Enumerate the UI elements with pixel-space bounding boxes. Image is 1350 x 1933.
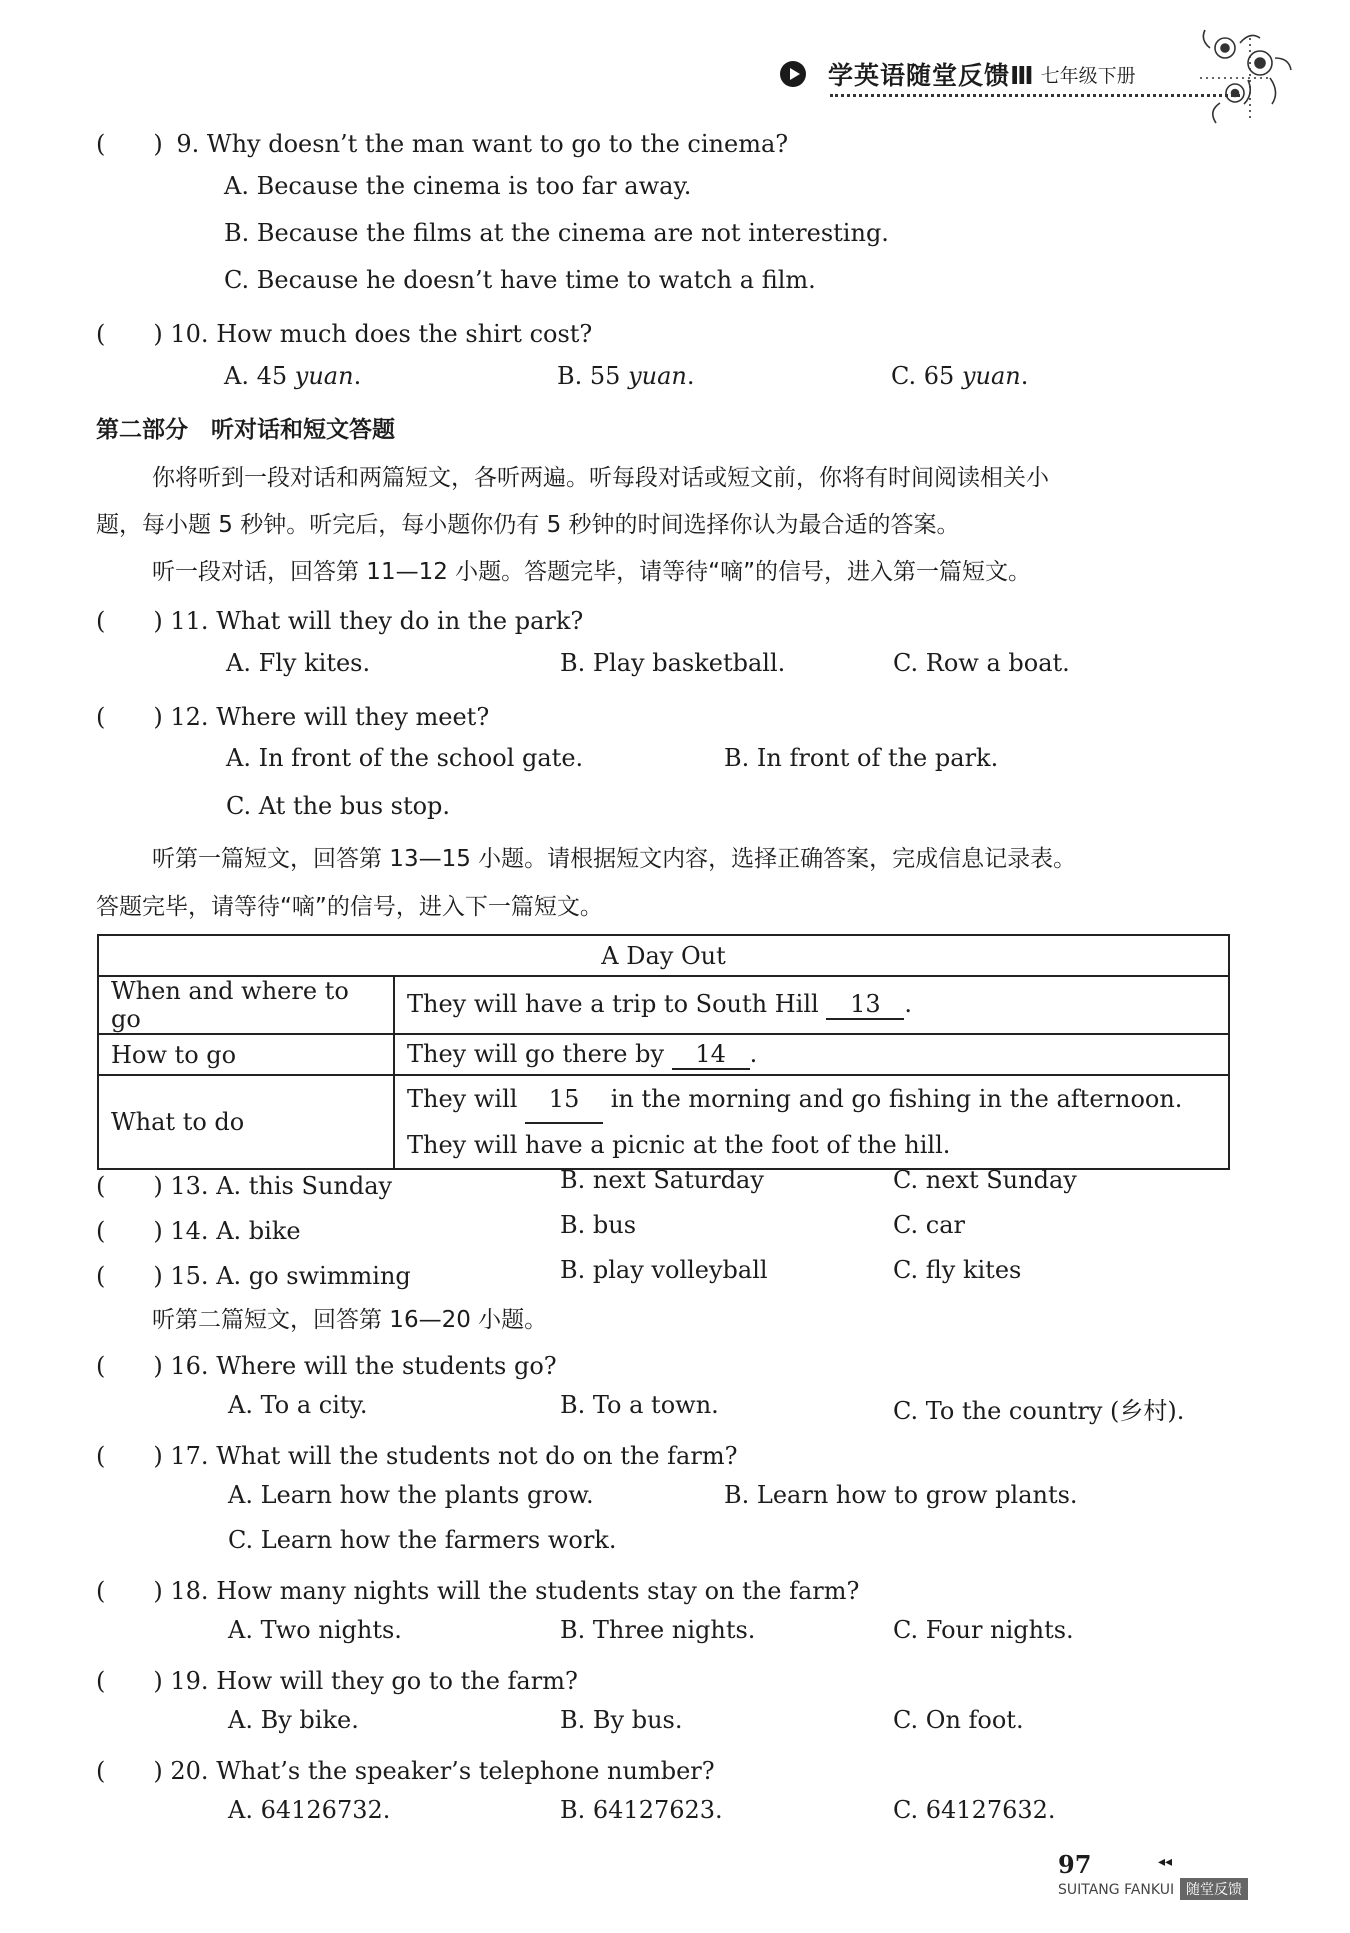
passage2-instruction: 听第二篇短文，回答第 16—20 小题。: [152, 1307, 548, 1333]
answer-paren[interactable]: ( ): [96, 320, 163, 348]
play-icon: [780, 61, 806, 87]
question-number: 11.: [170, 607, 209, 635]
option-a: A. Fly kites.: [226, 649, 371, 677]
question-number: 18.: [170, 1577, 209, 1605]
question-10: [96, 314, 592, 349]
option-a: A. Because the cinema is too far away.: [224, 172, 692, 200]
blank-15[interactable]: 15: [525, 1076, 603, 1124]
option-c: C. 65 yuan.: [891, 362, 1029, 390]
question-text: How much does the shirt cost?: [216, 320, 593, 348]
answer-paren[interactable]: ( ): [96, 130, 163, 158]
question-number: 17.: [170, 1442, 209, 1470]
question-text: How many nights will the students stay on the farm?: [216, 1577, 860, 1605]
option-c: C. Because he doesn’t have time to watch a film.: [224, 266, 816, 294]
option-c: C. fly kites: [893, 1256, 1022, 1284]
option-b: B. To a town.: [560, 1391, 719, 1419]
question-text: Where will the students go?: [216, 1352, 557, 1380]
option-a: A. Two nights.: [228, 1616, 402, 1644]
option-c: C. To the country (乡村).: [893, 1397, 1185, 1425]
option-a: A. 64126732.: [228, 1796, 391, 1824]
passage1-instruction-line1: 听第一篇短文，回答第 13—15 小题。请根据短文内容，选择正确答案，完成信息记录表。: [152, 846, 1077, 872]
option-b: B. By bus.: [560, 1706, 683, 1734]
footer-tag: 随堂反馈: [1180, 1878, 1248, 1900]
option-c: C. Learn how the farmers work.: [228, 1526, 617, 1554]
option-c: C. At the bus stop.: [226, 792, 451, 820]
passage1-instruction-line2: 答题完毕，请等待“嘀”的信号，进入下一篇短文。: [96, 894, 603, 920]
question-number: 15.: [170, 1262, 209, 1290]
question-text: What will the students not do on the farm?: [216, 1442, 738, 1470]
option-b: B. Learn how to grow plants.: [724, 1481, 1078, 1509]
option-c: C. car: [893, 1211, 965, 1239]
header-divider: [830, 94, 1240, 97]
option-a: A. Learn how the plants grow.: [228, 1481, 594, 1509]
answer-paren[interactable]: ( ): [96, 703, 163, 731]
question-number: 19.: [170, 1667, 209, 1695]
row-value-when-where: They will have a trip to South Hill 13 .: [394, 976, 1229, 1034]
question-9: [96, 124, 788, 159]
page-header: [780, 56, 1136, 92]
row-value-what: They will 15 in the morning and go fishing in the afternoon. They will have a picnic at the foot of the hill.: [394, 1075, 1229, 1169]
answer-paren[interactable]: ( ): [96, 1442, 163, 1470]
section-intro-line2: 题，每小题 5 秒钟。听完后，每小题你仍有 5 秒钟的时间选择你认为最合适的答案。: [96, 512, 960, 538]
option-c: C. 64127632.: [893, 1796, 1056, 1824]
question-16: [96, 1346, 557, 1381]
footer-brand: SUITANG FANKUI: [1058, 1882, 1175, 1898]
dialog-instruction: 听一段对话，回答第 11—12 小题。答题完毕，请等待“嘀”的信号，进入第一篇短文。: [152, 559, 1031, 585]
option-a: A. this Sunday: [216, 1172, 393, 1200]
section-title: 第二部分 听对话和短文答题: [96, 417, 395, 443]
row-label-when-where: When and where to go: [98, 976, 394, 1034]
option-b: B. play volleyball: [560, 1256, 768, 1284]
option-b: B. Because the films at the cinema are not interesting.: [224, 219, 889, 247]
option-b: B. In front of the park.: [724, 744, 999, 772]
blank-13[interactable]: 13: [826, 990, 904, 1020]
question-18: [96, 1571, 859, 1606]
answer-paren[interactable]: ( ): [96, 1352, 163, 1380]
flower-ornament-icon: [1190, 18, 1300, 128]
table-title: A Day Out: [98, 935, 1229, 976]
answer-paren[interactable]: ( ): [96, 1577, 163, 1605]
option-a: A. In front of the school gate.: [226, 744, 584, 772]
option-c: C. next Sunday: [893, 1166, 1077, 1194]
answer-paren[interactable]: ( ): [96, 1667, 163, 1695]
option-a: A. bike: [216, 1217, 301, 1245]
question-number: 13.: [170, 1172, 209, 1200]
answer-paren[interactable]: ( ): [96, 607, 163, 635]
book-subtitle: 七年级下册: [1040, 64, 1136, 87]
question-number: 14.: [170, 1217, 209, 1245]
answer-paren[interactable]: ( ): [96, 1217, 163, 1245]
question-text: What’s the speaker’s telephone number?: [216, 1757, 715, 1785]
option-b: B. bus: [560, 1211, 637, 1239]
back-arrows-icon: ◂◂: [1158, 1854, 1173, 1870]
option-c: C. On foot.: [893, 1706, 1024, 1734]
question-14: [96, 1211, 301, 1246]
option-b: B. next Saturday: [560, 1166, 764, 1194]
question-text: What will they do in the park?: [216, 607, 584, 635]
question-text: How will they go to the farm?: [216, 1667, 578, 1695]
row-label-what: What to do: [98, 1075, 394, 1169]
book-title: 学英语随堂反馈Ⅲ: [828, 61, 1035, 90]
info-table: [97, 934, 1230, 1170]
blank-14[interactable]: 14: [672, 1040, 750, 1070]
question-13: [96, 1166, 392, 1201]
option-b: B. Three nights.: [560, 1616, 756, 1644]
option-a: A. By bike.: [228, 1706, 359, 1734]
question-text: Why doesn’t the man want to go to the cinema?: [206, 130, 789, 158]
question-number: 16.: [170, 1352, 209, 1380]
question-15: [96, 1256, 411, 1291]
answer-paren[interactable]: ( ): [96, 1262, 163, 1290]
row-value-how: They will go there by 14 .: [394, 1034, 1229, 1075]
question-19: [96, 1661, 578, 1696]
option-a: A. 45 yuan.: [224, 362, 362, 390]
question-text: Where will they meet?: [216, 703, 490, 731]
option-b: B. 55 yuan.: [557, 362, 695, 390]
option-c: C. Four nights.: [893, 1616, 1074, 1644]
question-20: [96, 1751, 715, 1786]
page-number: 97: [1058, 1850, 1092, 1879]
section-intro-line1: 你将听到一段对话和两篇短文，各听两遍。听每段对话或短文前，你将有时间阅读相关小: [152, 465, 1049, 491]
option-b: B. 64127623.: [560, 1796, 723, 1824]
option-a: A. go swimming: [216, 1262, 411, 1290]
question-number: 12.: [170, 703, 209, 731]
option-c: C. Row a boat.: [893, 649, 1070, 677]
row-label-how: How to go: [98, 1034, 394, 1075]
question-11: [96, 601, 583, 636]
question-number: 20.: [170, 1757, 209, 1785]
option-a: A. To a city.: [228, 1391, 368, 1419]
answer-paren[interactable]: ( ): [96, 1757, 163, 1785]
question-12: [96, 697, 489, 732]
option-b: B. Play basketball.: [560, 649, 786, 677]
question-number: 9.: [176, 130, 200, 158]
question-number: 10.: [170, 320, 209, 348]
answer-paren[interactable]: ( ): [96, 1172, 163, 1200]
question-17: [96, 1436, 737, 1471]
